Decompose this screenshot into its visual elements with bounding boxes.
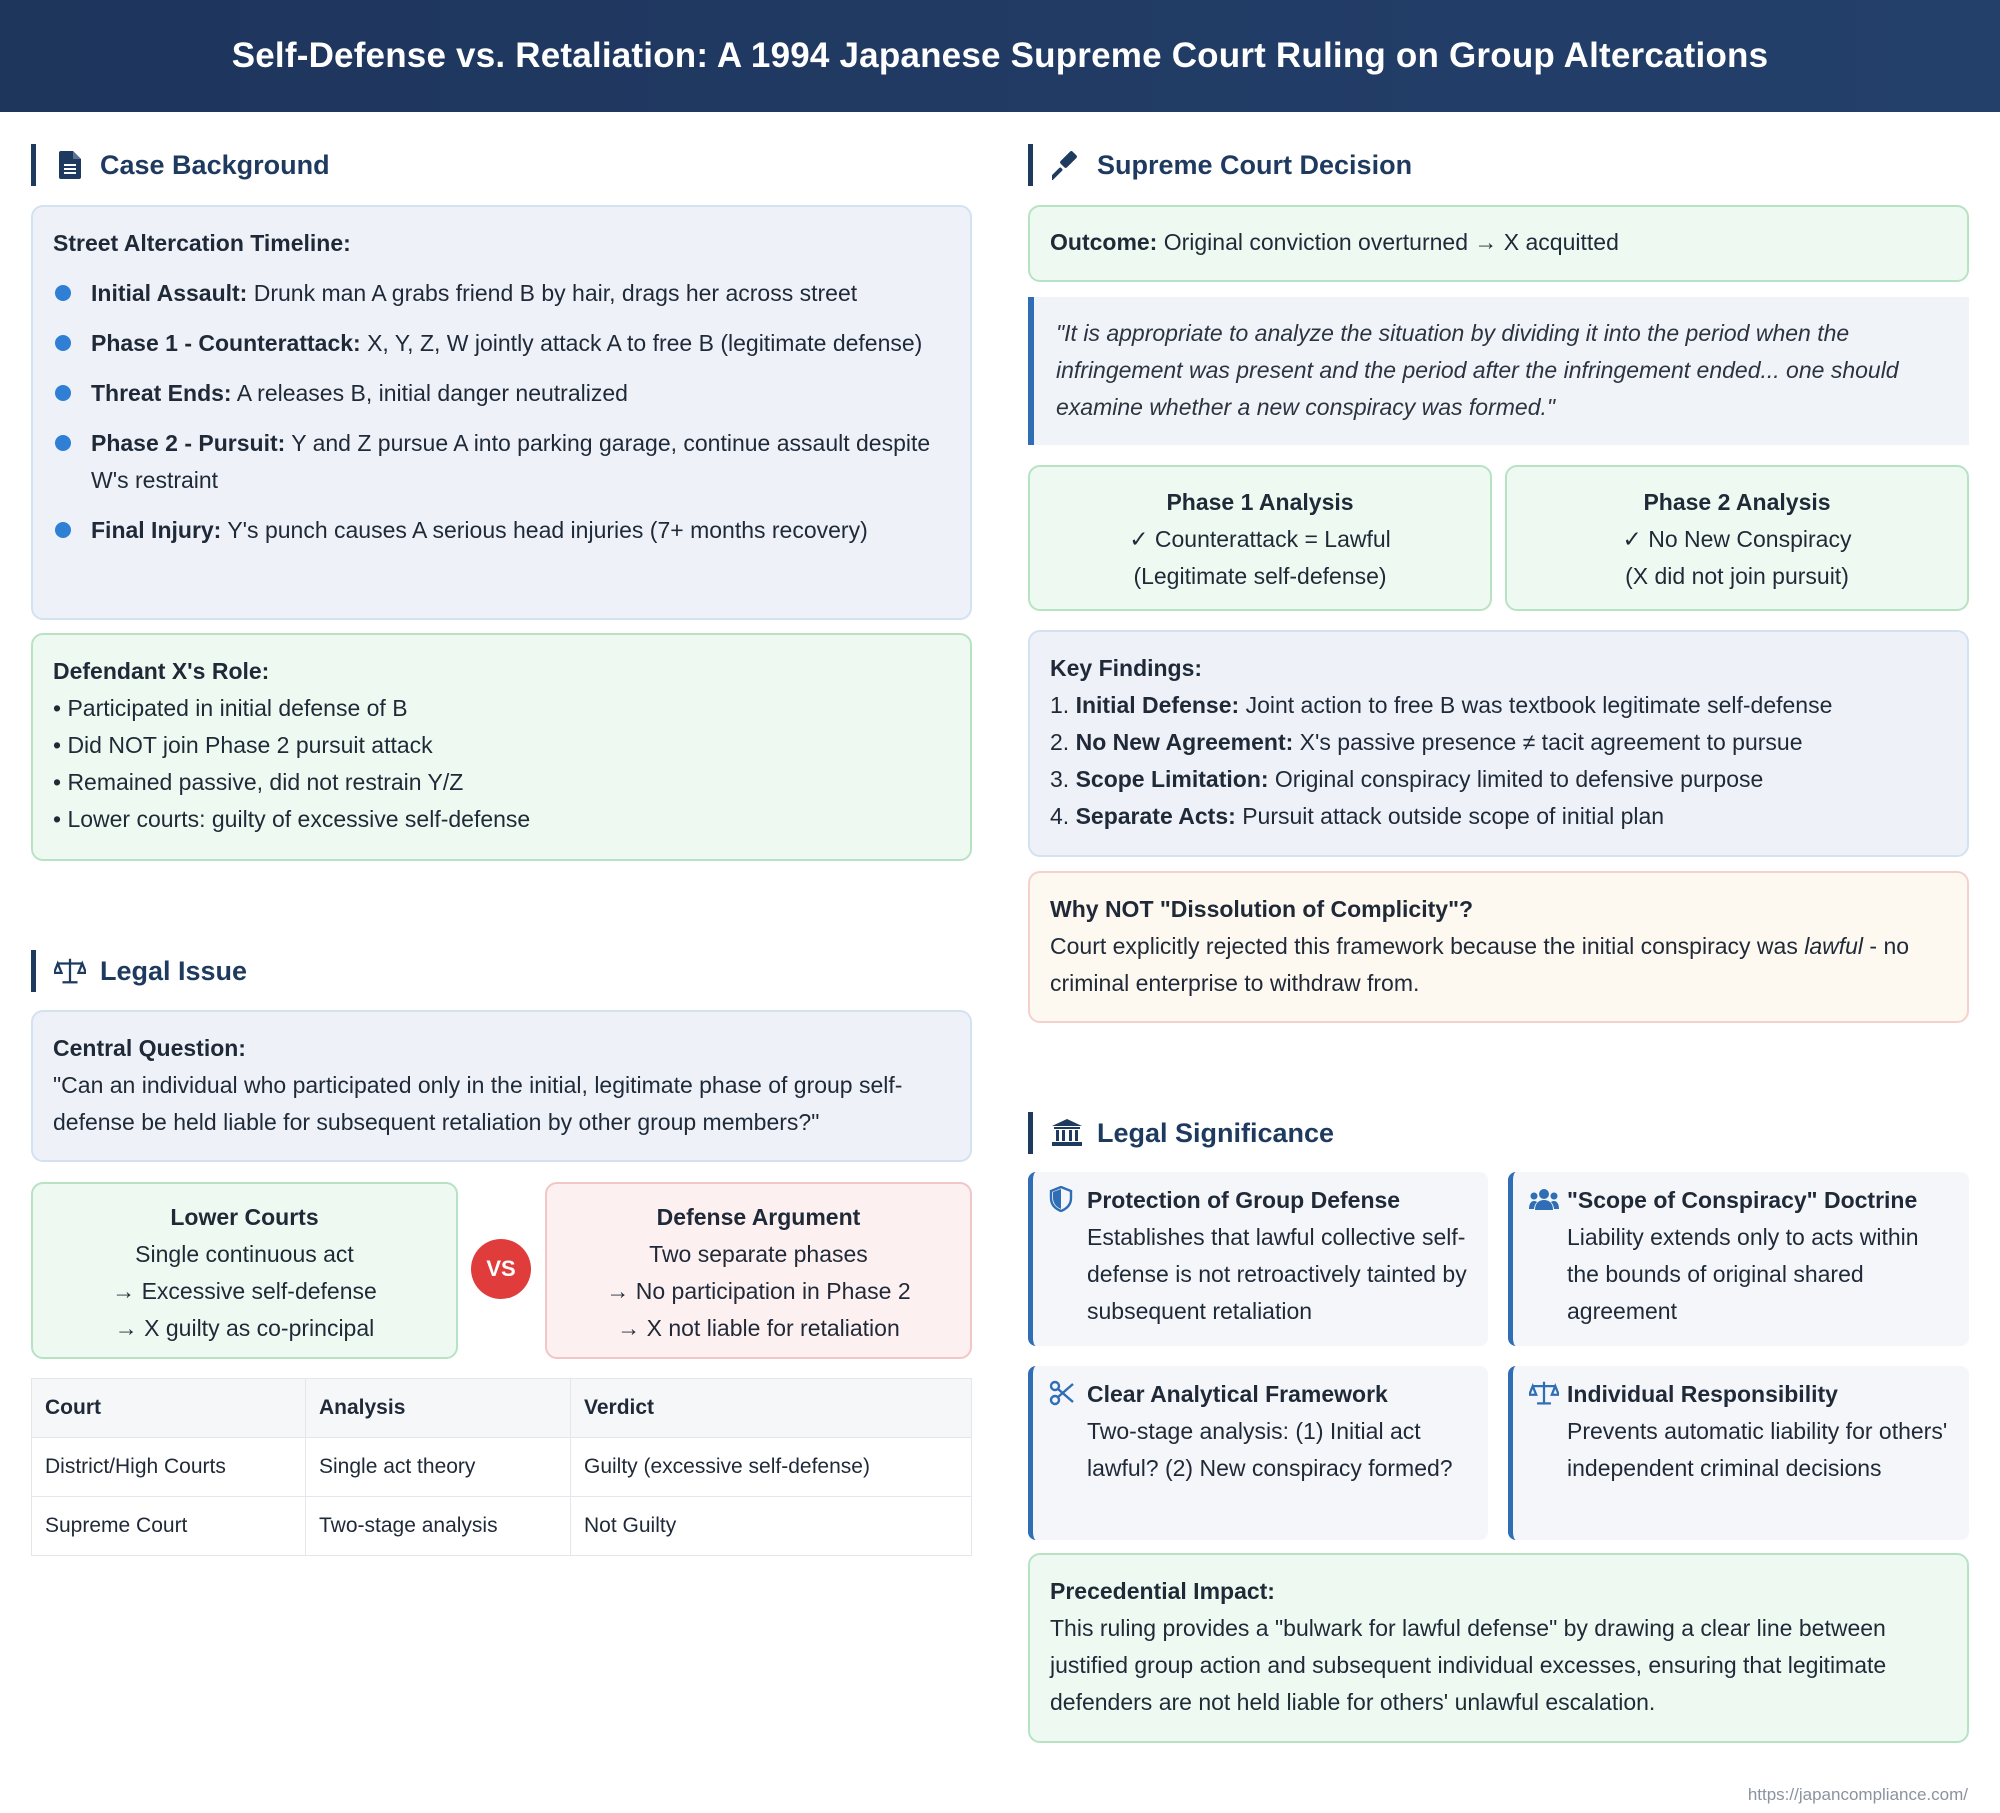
timeline-item xyxy=(53,325,950,362)
section-title: Legal Significance xyxy=(1097,1117,1335,1148)
finding-label: Scope Limitation: xyxy=(1075,766,1269,792)
page-title: Self-Defense vs. Retaliation: A 1994 Japanese Supreme Court Ruling on Group Altercations xyxy=(231,36,1769,75)
finding-item xyxy=(1050,687,1947,724)
page-header xyxy=(0,0,2000,112)
question-heading: Central Question: xyxy=(53,1035,246,1061)
why-heading: Why NOT "Dissolution of Complicity"? xyxy=(1050,896,1474,922)
lower-courts-box xyxy=(31,1182,458,1359)
timeline-label: Phase 1 - Counterattack: xyxy=(91,330,361,356)
finding-label: Initial Defense: xyxy=(1075,692,1240,718)
card-text: Liability extends only to acts within the bounds of original shared agreement xyxy=(1567,1224,1919,1324)
timeline-text xyxy=(91,375,628,412)
bullet-dot-icon xyxy=(55,285,71,301)
table-header-row xyxy=(32,1379,972,1438)
role-heading: Defendant X's Role: xyxy=(53,658,270,684)
card-title: Protection of Group Defense xyxy=(1087,1187,1401,1213)
timeline-text xyxy=(91,275,857,312)
table-header: Analysis xyxy=(306,1379,571,1438)
precedential-impact-box xyxy=(1028,1553,1969,1743)
card-text: Establishes that lawful collective self-defense is not retroactively tainted by subsequent retaliation xyxy=(1087,1224,1467,1324)
scissors-icon xyxy=(1049,1380,1075,1406)
role-item: • Participated in initial defense of B xyxy=(53,695,408,721)
key-findings-box xyxy=(1028,630,1969,857)
findings-heading: Key Findings: xyxy=(1050,655,1203,681)
significance-card xyxy=(1028,1366,1488,1540)
impact-text: This ruling provides a "bulwark for lawful defense" by drawing a clear line between justified group action and subsequent individual excesses, ensuring that legitimate defenders are not held liable for others' unlawful escalation. xyxy=(1050,1615,1887,1715)
why-text-part: - no criminal enterprise to withdraw from. xyxy=(1050,933,1910,996)
timeline-text xyxy=(91,512,868,549)
timeline-list xyxy=(53,275,950,549)
findings-list xyxy=(1050,687,1947,835)
timeline-heading: Street Altercation Timeline: xyxy=(53,230,351,256)
timeline-box xyxy=(31,205,972,620)
phase2-analysis-box xyxy=(1505,465,1969,611)
why-text xyxy=(1050,928,1947,1002)
timeline-text xyxy=(91,425,950,499)
card-text: Two-stage analysis: (1) Initial act lawful? (2) New conspiracy formed? xyxy=(1087,1418,1453,1481)
defense-line: → X not liable for retaliation xyxy=(617,1315,900,1341)
defense-argument-box xyxy=(545,1182,972,1359)
scales-icon xyxy=(54,955,86,987)
table-row xyxy=(32,1438,972,1497)
finding-text: X's passive presence ≠ tacit agreement to pursue xyxy=(1299,729,1803,755)
lower-courts-title: Lower Courts xyxy=(170,1204,319,1230)
card-title: Clear Analytical Framework xyxy=(1087,1381,1388,1407)
card-title: "Scope of Conspiracy" Doctrine xyxy=(1567,1187,1918,1213)
timeline-label: Initial Assault: xyxy=(91,280,248,306)
bullet-dot-icon xyxy=(55,435,71,451)
phase2-line: ✓ No New Conspiracy xyxy=(1622,526,1852,552)
phase1-title: Phase 1 Analysis xyxy=(1166,489,1354,515)
timeline-label: Final Injury: xyxy=(91,517,222,543)
phase1-line: ✓ Counterattack = Lawful xyxy=(1129,526,1391,552)
outcome-text: Original conviction overturned → X acquitted xyxy=(1163,229,1619,255)
role-item: • Did NOT join Phase 2 pursuit attack xyxy=(53,732,433,758)
lower-courts-line: Single continuous act xyxy=(135,1241,354,1267)
table-row xyxy=(32,1497,972,1556)
table-cell: Not Guilty xyxy=(571,1497,972,1556)
table-header: Verdict xyxy=(571,1379,972,1438)
outcome-label: Outcome: xyxy=(1050,229,1158,255)
users-icon xyxy=(1529,1186,1555,1212)
outcome-box xyxy=(1028,205,1969,282)
verdict-table xyxy=(31,1378,972,1556)
timeline-item xyxy=(53,275,950,312)
table-cell: District/High Courts xyxy=(32,1438,306,1497)
timeline-text xyxy=(91,325,922,362)
finding-num: 4. xyxy=(1050,803,1070,829)
finding-num: 2. xyxy=(1050,729,1070,755)
why-text-part: Court explicitly rejected this framework because the initial conspiracy was xyxy=(1050,933,1805,959)
table-header: Court xyxy=(32,1379,306,1438)
bullet-dot-icon xyxy=(55,522,71,538)
finding-label: No New Agreement: xyxy=(1075,729,1294,755)
table-cell: Single act theory xyxy=(306,1438,571,1497)
bullet-dot-icon xyxy=(55,335,71,351)
finding-num: 3. xyxy=(1050,766,1070,792)
timeline-item xyxy=(53,425,950,499)
table-cell: Guilty (excessive self-defense) xyxy=(571,1438,972,1497)
finding-text: Joint action to free B was textbook legitimate self-defense xyxy=(1245,692,1833,718)
timeline-body: Drunk man A grabs friend B by hair, drags her across street xyxy=(253,280,858,306)
section-title: Supreme Court Decision xyxy=(1097,149,1413,180)
phase2-title: Phase 2 Analysis xyxy=(1643,489,1831,515)
timeline-item xyxy=(53,512,950,549)
timeline-body: A releases B, initial danger neutralized xyxy=(236,380,628,406)
table-cell: Supreme Court xyxy=(32,1497,306,1556)
phase2-line: (X did not join pursuit) xyxy=(1625,563,1849,589)
lower-courts-line: → Excessive self-defense xyxy=(112,1278,377,1304)
section-supreme-court-decision xyxy=(1028,144,1412,186)
vs-badge: VS xyxy=(471,1239,531,1299)
finding-label: Separate Acts: xyxy=(1075,803,1236,829)
timeline-item xyxy=(53,375,950,412)
timeline-body: Y and Z pursue A into parking garage, continue assault despite W's restraint xyxy=(91,430,931,493)
document-icon xyxy=(54,149,86,181)
central-question-box xyxy=(31,1010,972,1162)
defense-line: → No participation in Phase 2 xyxy=(606,1278,911,1304)
significance-card xyxy=(1508,1366,1969,1540)
finding-item xyxy=(1050,724,1947,761)
courthouse-icon xyxy=(1051,1117,1083,1149)
timeline-label: Phase 2 - Pursuit: xyxy=(91,430,286,456)
timeline-body: X, Y, Z, W jointly attack A to free B (legitimate defense) xyxy=(367,330,923,356)
question-text: "Can an individual who participated only in the initial, legitimate phase of group self-defense be held liable for subsequent retaliation by other group members?" xyxy=(53,1072,903,1135)
role-item: • Remained passive, did not restrain Y/Z xyxy=(53,769,464,795)
lower-courts-line: → X guilty as co-principal xyxy=(114,1315,375,1341)
defendant-role-box xyxy=(31,633,972,861)
significance-card xyxy=(1508,1172,1969,1346)
gavel-icon xyxy=(1051,149,1083,181)
defense-line: Two separate phases xyxy=(649,1241,868,1267)
why-not-dissolution-box xyxy=(1028,871,1969,1023)
timeline-body: Y's punch causes A serious head injuries (7+ months recovery) xyxy=(227,517,868,543)
section-title: Legal Issue xyxy=(100,955,248,986)
impact-heading: Precedential Impact: xyxy=(1050,1578,1275,1604)
why-text-emphasis: lawful xyxy=(1804,933,1864,959)
finding-num: 1. xyxy=(1050,692,1070,718)
card-text: Prevents automatic liability for others' independent criminal decisions xyxy=(1567,1418,1948,1481)
finding-item xyxy=(1050,798,1947,835)
defense-title: Defense Argument xyxy=(656,1204,861,1230)
finding-item xyxy=(1050,761,1947,798)
shield-icon xyxy=(1049,1186,1075,1212)
section-legal-issue xyxy=(31,950,247,992)
court-quote: "It is appropriate to analyze the situation by dividing it into the period when the infringement was present and the period after the infringement ended... one should examine whether a new conspiracy was formed." xyxy=(1028,297,1969,445)
finding-text: Pursuit attack outside scope of initial plan xyxy=(1242,803,1665,829)
section-title: Case Background xyxy=(100,149,330,180)
card-title: Individual Responsibility xyxy=(1567,1381,1838,1407)
scales-icon xyxy=(1529,1380,1555,1406)
role-item: • Lower courts: guilty of excessive self-defense xyxy=(53,806,531,832)
significance-card xyxy=(1028,1172,1488,1346)
verdict-table-wrapper xyxy=(31,1378,972,1556)
phase1-analysis-box xyxy=(1028,465,1492,611)
bullet-dot-icon xyxy=(55,385,71,401)
finding-text: Original conspiracy limited to defensive purpose xyxy=(1274,766,1764,792)
source-url[interactable]: https://japancompliance.com/ xyxy=(1747,1785,1968,1804)
section-case-background xyxy=(31,144,330,186)
section-legal-significance xyxy=(1028,1112,1334,1154)
phase1-line: (Legitimate self-defense) xyxy=(1133,563,1387,589)
timeline-label: Threat Ends: xyxy=(91,380,232,406)
table-cell: Two-stage analysis xyxy=(306,1497,571,1556)
